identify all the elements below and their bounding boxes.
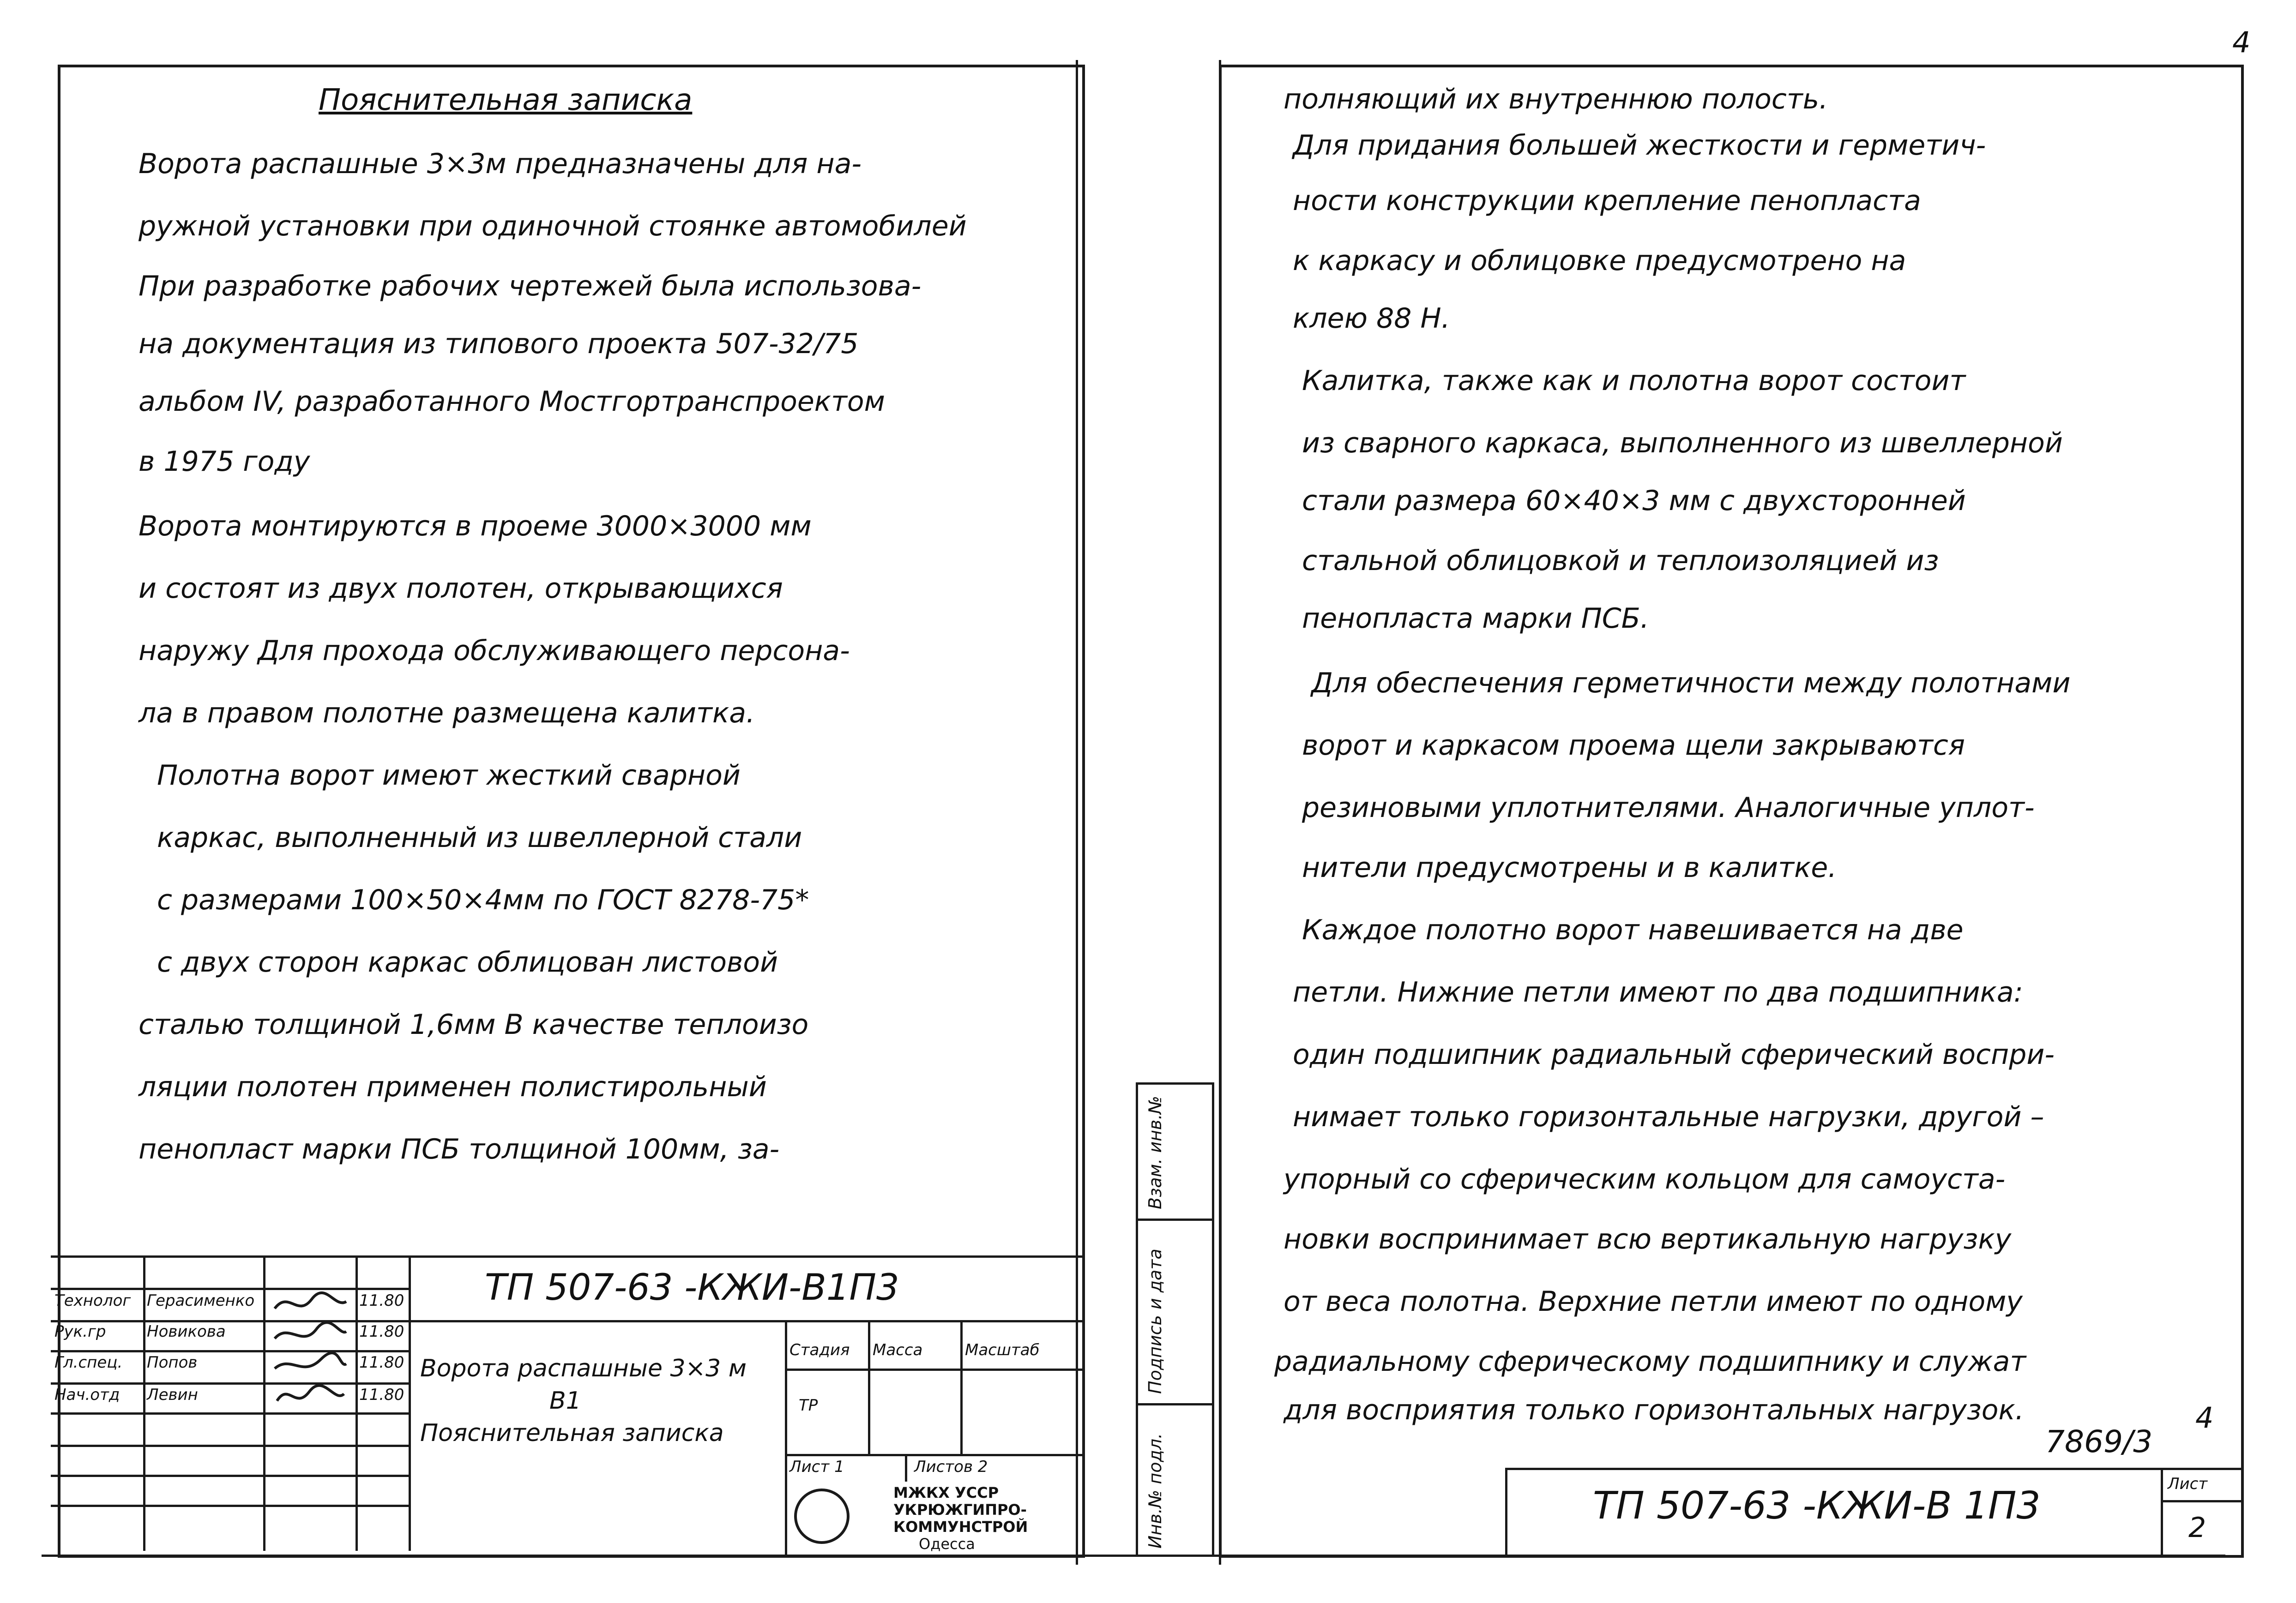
sheet-label: Лист 1 bbox=[789, 1458, 844, 1476]
text-line: полняющий их внутреннюю полость. bbox=[1284, 83, 1828, 115]
date-value: 11.80 bbox=[359, 1291, 404, 1310]
text-line: ворот и каркасом проема щели закрываются bbox=[1302, 729, 1965, 762]
stage-label: Стадия bbox=[789, 1341, 850, 1359]
org-line: КОММУНСТРОЙ bbox=[893, 1518, 1028, 1536]
organization-logo bbox=[794, 1489, 850, 1544]
sheet-number: 2 bbox=[2188, 1512, 2206, 1544]
text-line: наружу Для прохода обслуживающего персона- bbox=[139, 635, 850, 667]
org-line: УКРЮЖГИПРО- bbox=[893, 1501, 1027, 1519]
text-line: каркас, выполненный из швеллерной стали bbox=[157, 822, 802, 854]
binding-line bbox=[1219, 60, 1221, 1565]
text-line: Ворота монтируются в проеме 3000×3000 мм bbox=[139, 510, 812, 542]
text-line: и состоят из двух полотен, открывающихся bbox=[139, 572, 783, 605]
name-value: Новикова bbox=[147, 1322, 226, 1341]
text-line: упорный со сферическим кольцом для самоуста- bbox=[1284, 1163, 2006, 1195]
page-heading: Пояснительная записка bbox=[319, 83, 693, 117]
text-line: ла в правом полотне размещена калитка. bbox=[139, 697, 755, 729]
text-line: При разработке рабочих чертежей была использова- bbox=[139, 270, 922, 302]
inventory-number: 7869/3 bbox=[2045, 1424, 2153, 1459]
text-line: Полотна ворот имеют жесткий сварной bbox=[157, 759, 741, 792]
text-line: радиальному сферическому подшипнику и служат bbox=[1274, 1345, 2026, 1378]
text-line: петли. Нижние петли имеют по два подшипника: bbox=[1293, 976, 2023, 1009]
text-line: из сварного каркаса, выполненного из швеллерной bbox=[1302, 427, 2063, 459]
text-line: Калитка, также как и полотна ворот состоит bbox=[1302, 365, 1966, 397]
signature-marks bbox=[270, 1290, 351, 1415]
role-label: Нач.отд bbox=[54, 1386, 120, 1404]
name-value: Левин bbox=[147, 1386, 198, 1404]
text-line: пенопласта марки ПСБ. bbox=[1302, 602, 1649, 635]
role-label: Гл.спец. bbox=[54, 1353, 123, 1372]
text-line: резиновыми уплотнителями. Аналогичные уплот- bbox=[1302, 792, 2035, 824]
role-label: Технолог bbox=[54, 1291, 131, 1310]
side-label: Инв.№ подл. bbox=[1145, 1433, 1165, 1549]
text-line: к каркасу и облицовке предусмотрено на bbox=[1293, 245, 1906, 277]
text-line: Для придания большей жесткости и герметич- bbox=[1293, 129, 1986, 162]
text-line: один подшипник радиальный сферический воспри- bbox=[1293, 1039, 2055, 1071]
date-value: 11.80 bbox=[359, 1322, 404, 1341]
sheets-label: Листов 2 bbox=[914, 1458, 988, 1476]
text-line: сталью толщиной 1,6мм В качестве теплоизо bbox=[139, 1009, 809, 1041]
role-label: Рук.гр bbox=[54, 1322, 106, 1341]
text-line: нители предусмотрены и в калитке. bbox=[1302, 852, 1837, 884]
text-line: Ворота распашные 3×3м предназначены для на- bbox=[139, 148, 862, 180]
description-line: Пояснительная записка bbox=[420, 1419, 724, 1447]
date-value: 11.80 bbox=[359, 1353, 404, 1372]
text-line: новки воспринимает всю вертикальную нагрузку bbox=[1284, 1223, 2012, 1255]
text-line: с двух сторон каркас облицован листовой bbox=[157, 946, 778, 979]
text-line: нимает только горизонтальные нагрузки, другой – bbox=[1293, 1101, 2044, 1133]
scale-label: Масштаб bbox=[965, 1341, 1040, 1359]
stage-value: ТР bbox=[799, 1396, 818, 1415]
text-line: ности конструкции крепление пенопласта bbox=[1293, 185, 1921, 217]
text-line: Каждое полотно ворот навешивается на две bbox=[1302, 914, 1964, 946]
name-value: Герасименко bbox=[147, 1291, 255, 1310]
drawing-code: ТП 507-63 -КЖИ-В1П3 bbox=[485, 1267, 899, 1309]
text-line: с размерами 100×50×4мм по ГОСТ 8278-75* bbox=[157, 884, 809, 916]
text-line: альбом IV, разработанного Мостгортранспроектом bbox=[139, 385, 885, 418]
bottom-line bbox=[42, 1555, 2225, 1557]
side-label: Взам. инв.№ bbox=[1145, 1096, 1165, 1209]
text-line: стальной облицовкой и теплоизоляцией из bbox=[1302, 545, 1939, 577]
binding-line bbox=[1076, 60, 1078, 1565]
margin-number: 4 bbox=[2195, 1401, 2214, 1435]
org-line: Одесса bbox=[919, 1535, 975, 1553]
sheet-label: Лист bbox=[2168, 1475, 2208, 1493]
text-line: на документация из типового проекта 507-32/75 bbox=[139, 328, 859, 360]
text-line: для восприятия только горизонтальных нагрузок. bbox=[1284, 1394, 2024, 1426]
text-line: ружной установки при одиночной стоянке автомобилей bbox=[139, 210, 967, 242]
text-line: Для обеспечения герметичности между полотнами bbox=[1311, 667, 2071, 699]
description-line: Ворота распашные 3×3 м bbox=[420, 1355, 747, 1382]
text-line: клею 88 Н. bbox=[1293, 302, 1450, 335]
text-line: стали размера 60×40×3 мм с двухсторонней bbox=[1302, 485, 1966, 517]
date-value: 11.80 bbox=[359, 1386, 404, 1404]
side-label: Подпись и дата bbox=[1145, 1249, 1165, 1394]
name-value: Попов bbox=[147, 1353, 198, 1372]
text-line: пенопласт марки ПСБ толщиной 100мм, за- bbox=[139, 1133, 780, 1165]
text-line: в 1975 году bbox=[139, 445, 310, 478]
org-line: МЖКХ УССР bbox=[893, 1484, 999, 1501]
mass-label: Масса bbox=[873, 1341, 923, 1359]
page-number: 4 bbox=[2232, 25, 2251, 59]
text-line: ляции полотен применен полистирольный bbox=[139, 1071, 767, 1103]
description-line: В1 bbox=[549, 1387, 581, 1415]
text-line: от веса полотна. Верхние петли имеют по одному bbox=[1284, 1285, 2023, 1318]
drawing-code: ТП 507-63 -КЖИ-В 1П3 bbox=[1593, 1484, 2041, 1528]
